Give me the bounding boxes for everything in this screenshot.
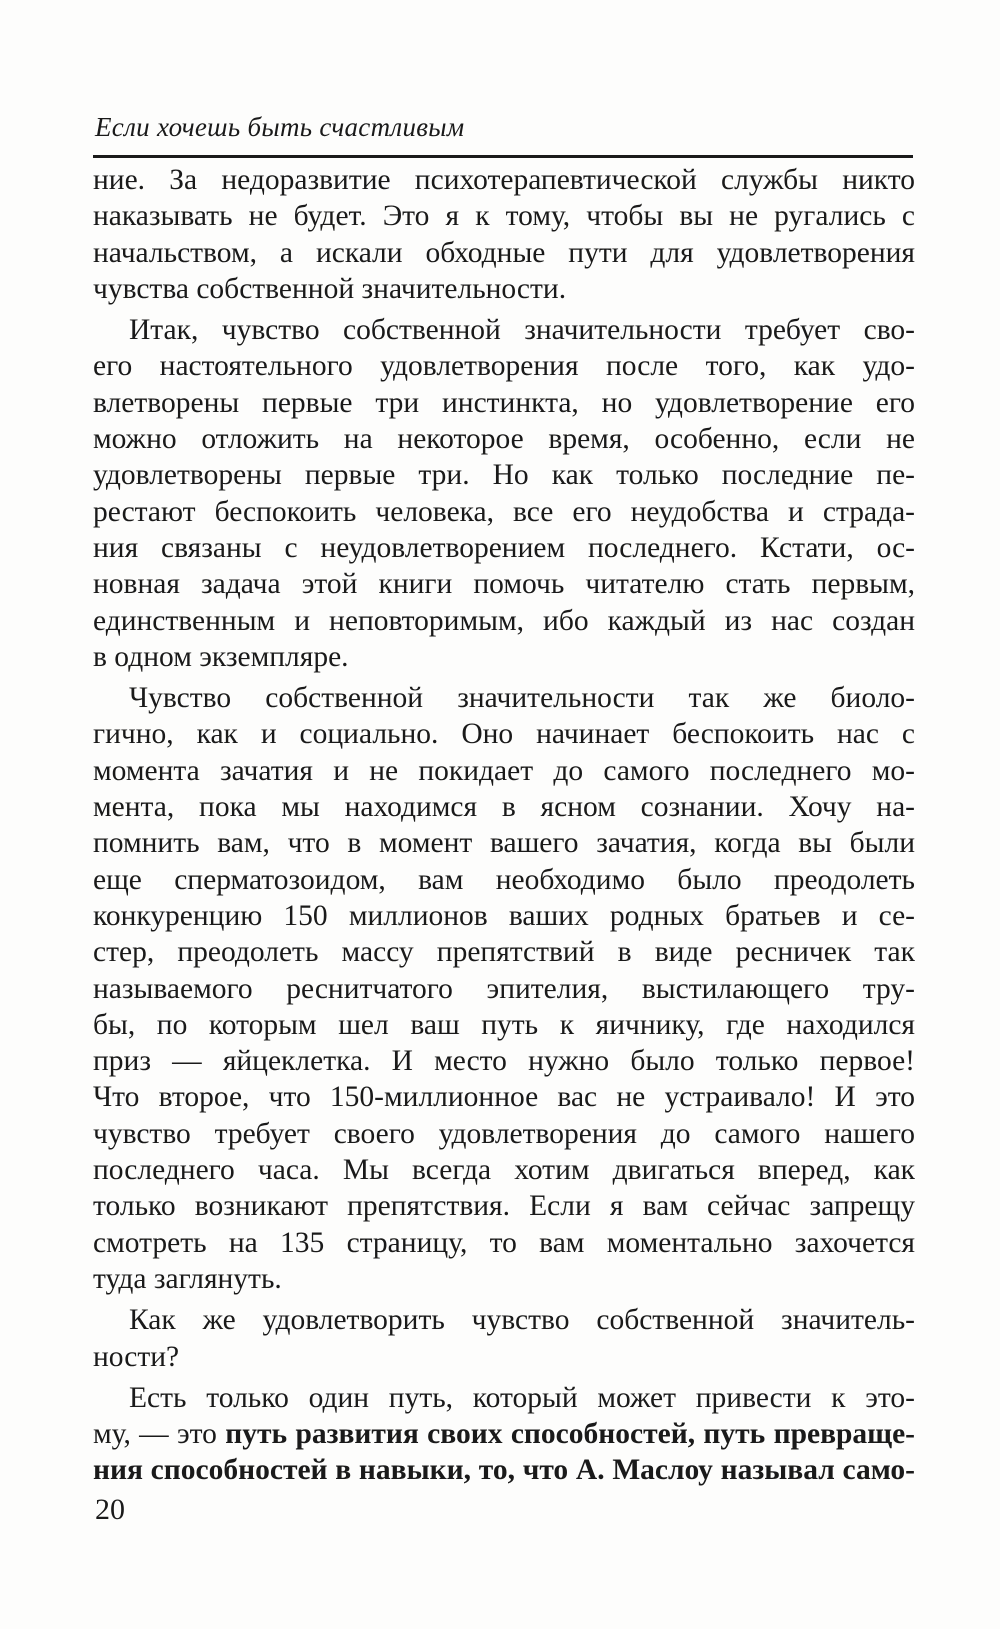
text-line: Чувство собственной значительности так же биоло-: [129, 682, 915, 715]
paragraph-1: [93, 162, 915, 307]
text-line: ности?: [93, 1340, 180, 1373]
text-line: Как же удовлетворить чувство собственной значитель-: [129, 1304, 915, 1337]
text-line: стер, преодолеть массу препятствий в виде ресничек так: [93, 936, 915, 969]
text-line: еще сперматозоидом, вам необходимо было преодолеть: [93, 863, 915, 896]
text-line: в одном экземпляре.: [93, 640, 349, 673]
text-line: Есть только один путь, который может привести к это-: [129, 1381, 915, 1414]
text-line: его настоятельного удовлетворения после того, как удо-: [93, 350, 915, 383]
running-head: Если хочешь быть счастливым: [95, 112, 465, 142]
bold-text-line: ния способностей в навыки, то, что А. Маслоу называл само-: [93, 1454, 915, 1487]
paragraph-4: [93, 1302, 915, 1375]
plain-text: му, — это: [93, 1418, 226, 1451]
paragraph-3: [93, 680, 915, 1297]
text-line: называемого реснитчатого эпителия, выстилающего тру-: [93, 972, 915, 1005]
text-line: ния связаны с неудовлетворением последнего. Кстати, ос-: [93, 531, 915, 564]
text-line: единственным и неповторимым, ибо каждый из нас создан: [93, 604, 915, 637]
paragraph-5: [93, 1380, 915, 1489]
text-line: влетворены первые три инстинкта, но удовлетворение его: [93, 386, 915, 419]
text-line: последнего часа. Мы всегда хотим двигаться вперед, как: [93, 1154, 915, 1187]
text-line: чувства собственной значительности.: [93, 272, 567, 305]
text-line: новная задача этой книги помочь читателю стать первым,: [93, 568, 915, 601]
header-rule: [93, 155, 913, 158]
text-line: наказывать не будет. Это я к тому, чтобы вы не ругались с: [93, 200, 915, 233]
text-line: бы, по которым шел ваш путь к яичнику, где находился: [93, 1008, 915, 1041]
text-line: конкуренцию 150 миллионов ваших родных братьев и се-: [93, 899, 915, 932]
text-line: гично, как и социально. Оно начинает беспокоить нас с: [93, 718, 915, 751]
text-line: помнить вам, что в момент вашего зачатия, когда вы были: [93, 827, 915, 860]
text-line-mixed: [93, 1416, 915, 1452]
text-line: рестают беспокоить человека, все его неудобства и страда-: [93, 495, 915, 528]
page-number: 20: [95, 1493, 125, 1526]
text-line: Итак, чувство собственной значительности требует сво-: [129, 314, 915, 347]
text-line: туда заглянуть.: [93, 1262, 282, 1295]
body-text: [93, 162, 915, 1489]
text-line: мента, пока мы находимся в ясном сознании. Хочу на-: [93, 791, 915, 824]
text-line: смотреть на 135 страницу, то вам моментально захочется: [93, 1226, 915, 1259]
text-line: можно отложить на некоторое время, особенно, если не: [93, 423, 915, 456]
text-line: ние. За недоразвитие психотерапевтической службы никто: [93, 164, 915, 196]
text-line: момента зачатия и не покидает до самого последнего мо-: [93, 754, 915, 787]
text-line: чувство требует своего удовлетворения до самого нашего: [93, 1117, 915, 1150]
text-line: начальством, а искали обходные пути для удовлетворения: [93, 236, 915, 269]
text-line: Что второе, что 150-миллионное вас не устраивало! И это: [93, 1081, 915, 1114]
text-line: только возникают препятствия. Если я вам сейчас запрещу: [93, 1190, 915, 1223]
text-line: приз — яйцеклетка. И место нужно было только первое!: [93, 1045, 915, 1078]
text-line: удовлетворены первые три. Но как только последние пе-: [93, 459, 915, 492]
paragraph-2: [93, 312, 915, 675]
bold-text: путь развития своих способностей, путь превраще-: [225, 1418, 915, 1451]
